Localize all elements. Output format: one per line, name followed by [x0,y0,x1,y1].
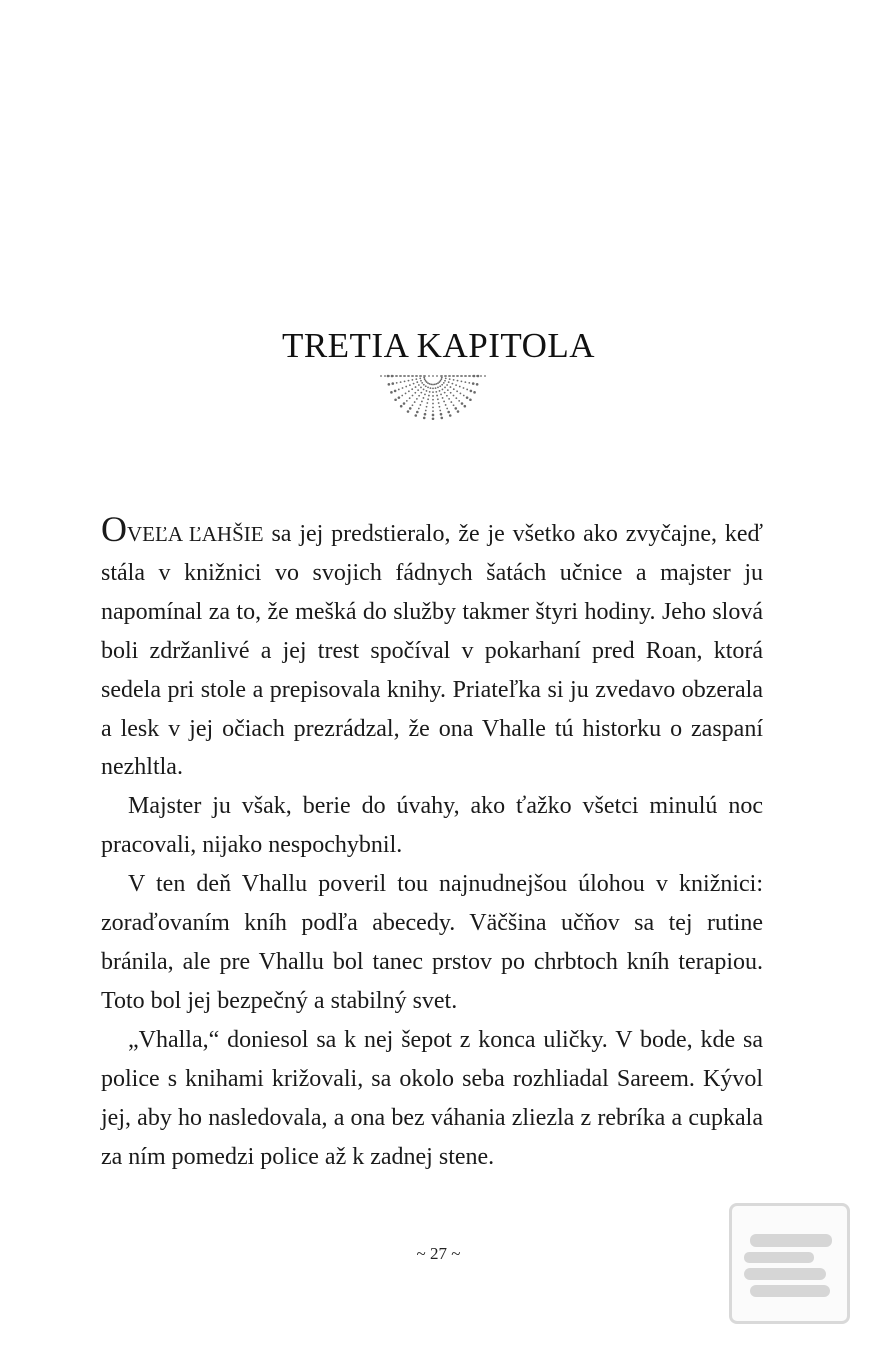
paragraph-2: Majster ju však, berie do úvahy, ako ťažko všetci minulú noc pracovali, nijako nespochybnil. [101,793,763,859]
drop-cap: O [101,509,127,549]
paragraph-1-text: sa jej predstieralo, že je všetko ako zvyčajne, keď stála v knižnici vo svojich fádnych šatách učnice a majster ju napomínal za to, že mešká do služby takmer štyri hodiny. Jeho slová boli zdržanlivé a jej trest spočíval v pokarhaní pred Roan, ktorá sedela pri stole a prepisovala knihy. Priateľka si ju zvedavo obzerala a lesk v jej očiach prezrádzal, že ona Vhalle tú historku o zaspaní nezhltla. [101,521,763,781]
paragraph-1 [101,509,763,787]
sunburst-ornament-icon [378,374,488,424]
chapter-title: TRETIA KAPITOLA [281,326,596,365]
paragraph-4: „Vhalla,“ doniesol sa k nej šepot z konca uličky. V bode, kde sa police s knihami križovali, sa okolo seba rozhliadal Sareem. Kývol jej, aby ho nasledovala, a ona bez váhania zliezla z rebríka a cupkala za ním pomedzi police až k zadnej stene. [101,1026,763,1170]
body-text [101,509,763,1176]
opening-smallcaps: VEĽA ĽAHŠIE [127,522,264,546]
page-number: ~ 27 ~ [416,1244,461,1263]
book-stack-icon [729,1203,850,1324]
paragraph-3: V ten deň Vhallu poveril tou najnudnejšou úlohou v knižnici: zoraďovaním kníh podľa abecedy. Väčšina učňov sa tej rutine bránila, ale pre Vhallu bol tanec prstov po chrbtoch kníh terapiou. Toto bol jej bezpečný a stabilný svet. [101,871,763,1014]
